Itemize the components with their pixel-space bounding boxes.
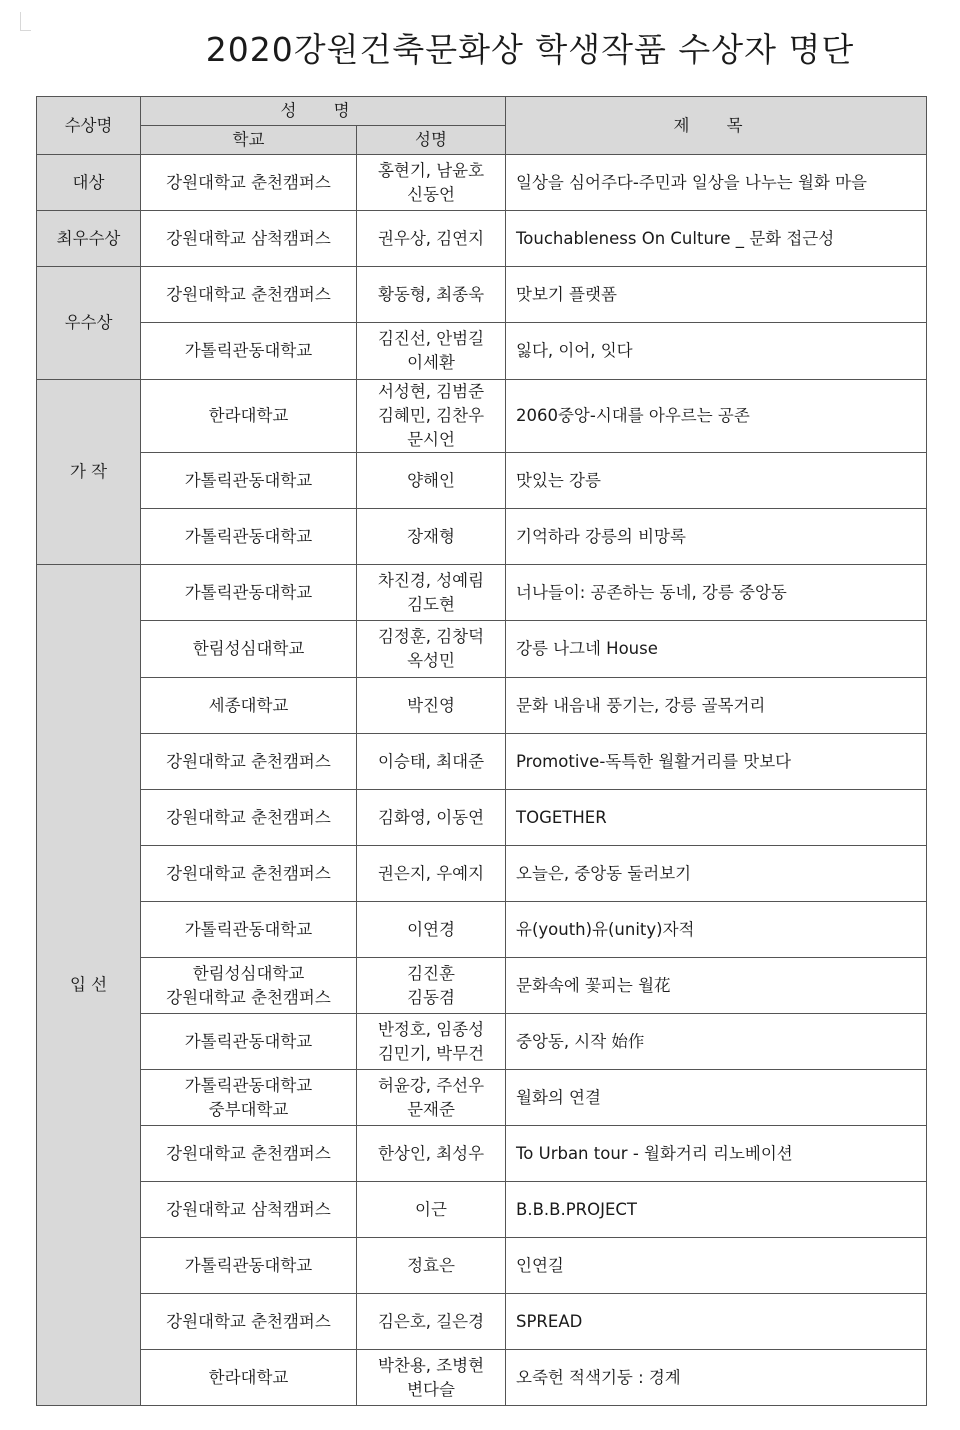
- school-cell: [141, 1350, 357, 1406]
- winner-names-cell-line: 변다슬: [407, 1379, 455, 1399]
- winner-names-cell: [357, 1238, 506, 1294]
- table-row: [37, 380, 927, 453]
- school-cell-line: 한림성심대학교: [192, 963, 305, 983]
- work-title-cell: 2060중앙-시대를 아우르는 공존: [506, 380, 927, 453]
- winner-names-cell-line: 김정훈, 김창덕: [377, 627, 485, 646]
- winner-names-cell-line: 황동형, 최종욱: [377, 284, 485, 304]
- school-cell-line: 가톨릭관동대학교: [184, 582, 313, 602]
- header-title: 제 목: [506, 97, 927, 155]
- winner-names-cell-line: 김은호, 길은경: [377, 1311, 485, 1331]
- work-title-cell: 잃다, 이어, 잇다: [506, 323, 927, 380]
- winner-names-cell-line: 정효은: [407, 1255, 455, 1275]
- winner-names-cell: [357, 1350, 506, 1406]
- header-row: [37, 97, 927, 126]
- school-cell-line: 강원대학교 춘천캠퍼스: [166, 284, 331, 304]
- school-cell-line: 강원대학교 춘천캠퍼스: [166, 863, 331, 883]
- school-cell-line: 강원대학교 춘천캠퍼스: [166, 1311, 331, 1331]
- winner-names-cell-line: 권은지, 우예지: [377, 863, 485, 883]
- school-cell: [141, 211, 357, 267]
- work-title-cell: To Urban tour - 월화거리 리노베이션: [506, 1126, 927, 1182]
- winner-names-cell: [357, 211, 506, 267]
- school-cell-line: 한라대학교: [208, 1367, 289, 1387]
- school-cell-line: 강원대학교 삼척캠퍼스: [166, 1199, 331, 1219]
- page-title: 2020강원건축문화상 학생작품 수상자 명단: [205, 30, 855, 69]
- school-cell-line: 강원대학교 춘천캠퍼스: [166, 807, 331, 827]
- winner-names-cell-line: 김화영, 이동연: [377, 807, 485, 827]
- winner-names-cell: [357, 509, 506, 565]
- award-name-cell: 입 선: [37, 565, 141, 1406]
- work-title-cell: 유(youth)유(unity)자적: [506, 902, 927, 958]
- work-title-cell: 일상을 심어주다-주민과 일상을 나누는 월화 마을: [506, 155, 927, 211]
- winner-names-cell-line: 김동겸: [407, 987, 455, 1007]
- header-name-group: 성 명: [141, 97, 506, 126]
- table-row: [37, 790, 927, 846]
- school-cell-line: 가톨릭관동대학교: [184, 1031, 313, 1051]
- awards-table: [36, 96, 927, 1406]
- school-cell: [141, 902, 357, 958]
- school-cell: [141, 155, 357, 211]
- winner-names-cell: [357, 267, 506, 323]
- school-cell-line: 가톨릭관동대학교: [184, 470, 313, 490]
- winner-names-cell: [357, 958, 506, 1014]
- table-row: [37, 1182, 927, 1238]
- school-cell: [141, 380, 357, 453]
- table-row: [37, 565, 927, 621]
- winner-names-cell-line: 서성현, 김범준: [377, 382, 485, 401]
- winner-names-cell-line: 김도현: [407, 594, 455, 614]
- winner-names-cell: [357, 565, 506, 621]
- winner-names-cell-line: 양해인: [407, 470, 455, 490]
- table-row: [37, 323, 927, 380]
- winner-names-cell-line: 허윤강, 주선우: [377, 1075, 485, 1095]
- winner-names-cell: [357, 323, 506, 380]
- work-title-cell: Promotive-독특한 월활거리를 맛보다: [506, 734, 927, 790]
- school-cell: [141, 790, 357, 846]
- winner-names-cell-line: 신동언: [407, 184, 455, 204]
- winner-names-cell-line: 이근: [415, 1199, 447, 1219]
- school-cell-line: 한라대학교: [208, 406, 289, 425]
- winner-names-cell: [357, 155, 506, 211]
- school-cell: [141, 323, 357, 380]
- school-cell: [141, 1182, 357, 1238]
- header-school: 학교: [141, 126, 357, 155]
- award-name-cell: 최우수상: [37, 211, 141, 267]
- winner-names-cell-line: 이승태, 최대준: [377, 751, 485, 771]
- school-cell-line: 가톨릭관동대학교: [184, 919, 313, 939]
- work-title-cell: 문화 내음내 풍기는, 강릉 골목거리: [506, 678, 927, 734]
- winner-names-cell-line: 이세환: [407, 353, 455, 372]
- winner-names-cell-line: 김민기, 박무건: [377, 1043, 485, 1063]
- winner-names-cell-line: 김혜민, 김찬우: [377, 406, 485, 425]
- work-title-cell: 오죽헌 적색기둥 : 경계: [506, 1350, 927, 1406]
- winner-names-cell-line: 옥성민: [407, 651, 455, 670]
- school-cell-line: 강원대학교 춘천캠퍼스: [166, 1143, 331, 1163]
- winner-names-cell-line: 차진경, 성예림: [377, 570, 485, 590]
- table-row: [37, 846, 927, 902]
- work-title-cell: 인연길: [506, 1238, 927, 1294]
- school-cell-line: 강원대학교 삼척캠퍼스: [166, 228, 331, 248]
- table-row: [37, 1070, 927, 1126]
- school-cell: [141, 621, 357, 678]
- school-cell: [141, 509, 357, 565]
- winner-names-cell: [357, 453, 506, 509]
- winner-names-cell: [357, 1182, 506, 1238]
- winner-names-cell-line: 한상인, 최성우: [377, 1143, 485, 1163]
- work-title-cell: 문화속에 꽃피는 월花: [506, 958, 927, 1014]
- winner-names-cell-line: 박진영: [407, 695, 455, 715]
- winner-names-cell: [357, 1294, 506, 1350]
- award-name-cell: 가 작: [37, 380, 141, 565]
- school-cell: [141, 1126, 357, 1182]
- winner-names-cell-line: 박찬용, 조병현: [377, 1355, 485, 1375]
- table-row: [37, 958, 927, 1014]
- table-row: [37, 1294, 927, 1350]
- work-title-cell: 월화의 연결: [506, 1070, 927, 1126]
- table-row: [37, 155, 927, 211]
- award-name-cell: 대상: [37, 155, 141, 211]
- winner-names-cell-line: 홍현기, 남윤호: [377, 160, 485, 180]
- school-cell-line: 가톨릭관동대학교: [184, 341, 313, 360]
- school-cell: [141, 846, 357, 902]
- winner-names-cell: [357, 678, 506, 734]
- winner-names-cell-line: 장재형: [407, 526, 455, 546]
- table-row: [37, 1126, 927, 1182]
- table-row: [37, 1350, 927, 1406]
- winner-names-cell: [357, 1014, 506, 1070]
- table-row: [37, 902, 927, 958]
- winner-names-cell: [357, 1126, 506, 1182]
- school-cell-line: 강원대학교 춘천캠퍼스: [166, 751, 331, 771]
- table-row: [37, 211, 927, 267]
- school-cell-line: 가톨릭관동대학교: [184, 1255, 313, 1275]
- work-title-cell: 맛보기 플랫폼: [506, 267, 927, 323]
- awards-table-body: [37, 97, 927, 1406]
- winner-names-cell-line: 김진훈: [407, 963, 455, 983]
- winner-names-cell-line: 문시언: [407, 430, 455, 449]
- table-row: [37, 621, 927, 678]
- work-title-cell: 너나들이: 공존하는 동네, 강릉 중앙동: [506, 565, 927, 621]
- school-cell-line: 강원대학교 춘천캠퍼스: [166, 172, 331, 192]
- award-name-cell: 우수상: [37, 267, 141, 380]
- school-cell-line: 한림성심대학교: [192, 639, 305, 658]
- school-cell: [141, 453, 357, 509]
- work-title-cell: 중앙동, 시작 始作: [506, 1014, 927, 1070]
- table-row: [37, 1238, 927, 1294]
- school-cell-line: 중부대학교: [208, 1099, 289, 1119]
- school-cell: [141, 267, 357, 323]
- table-row: [37, 1014, 927, 1070]
- header-person: 성명: [357, 126, 506, 155]
- winner-names-cell-line: 반정호, 임종성: [377, 1019, 485, 1039]
- school-cell: [141, 678, 357, 734]
- table-row: [37, 453, 927, 509]
- school-cell-line: 가톨릭관동대학교: [184, 526, 313, 546]
- work-title-cell: TOGETHER: [506, 790, 927, 846]
- school-cell-line: 강원대학교 춘천캠퍼스: [166, 987, 331, 1007]
- winner-names-cell-line: 김진선, 안범길: [377, 329, 485, 348]
- winner-names-cell-line: 이연경: [407, 919, 455, 939]
- winner-names-cell: [357, 734, 506, 790]
- work-title-cell: Touchableness On Culture _ 문화 접근성: [506, 211, 927, 267]
- table-row: [37, 267, 927, 323]
- school-cell-line: 가톨릭관동대학교: [184, 1075, 313, 1095]
- winner-names-cell-line: 권우상, 김연지: [377, 228, 485, 248]
- work-title-cell: 강릉 나그네 House: [506, 621, 927, 678]
- winner-names-cell: [357, 846, 506, 902]
- winner-names-cell: [357, 380, 506, 453]
- school-cell: [141, 1014, 357, 1070]
- winner-names-cell: [357, 621, 506, 678]
- table-row: [37, 509, 927, 565]
- school-cell: [141, 565, 357, 621]
- school-cell: [141, 958, 357, 1014]
- winner-names-cell: [357, 1070, 506, 1126]
- table-row: [37, 678, 927, 734]
- school-cell: [141, 1238, 357, 1294]
- winner-names-cell: [357, 790, 506, 846]
- school-cell: [141, 734, 357, 790]
- header-award: 수상명: [37, 97, 141, 155]
- school-cell-line: 세종대학교: [208, 695, 289, 715]
- winner-names-cell-line: 문재준: [407, 1099, 455, 1119]
- work-title-cell: 기억하라 강릉의 비망록: [506, 509, 927, 565]
- school-cell: [141, 1070, 357, 1126]
- work-title-cell: 오늘은, 중앙동 둘러보기: [506, 846, 927, 902]
- work-title-cell: B.B.B.PROJECT: [506, 1182, 927, 1238]
- school-cell: [141, 1294, 357, 1350]
- work-title-cell: 맛있는 강릉: [506, 453, 927, 509]
- work-title-cell: SPREAD: [506, 1294, 927, 1350]
- winner-names-cell: [357, 902, 506, 958]
- table-row: [37, 734, 927, 790]
